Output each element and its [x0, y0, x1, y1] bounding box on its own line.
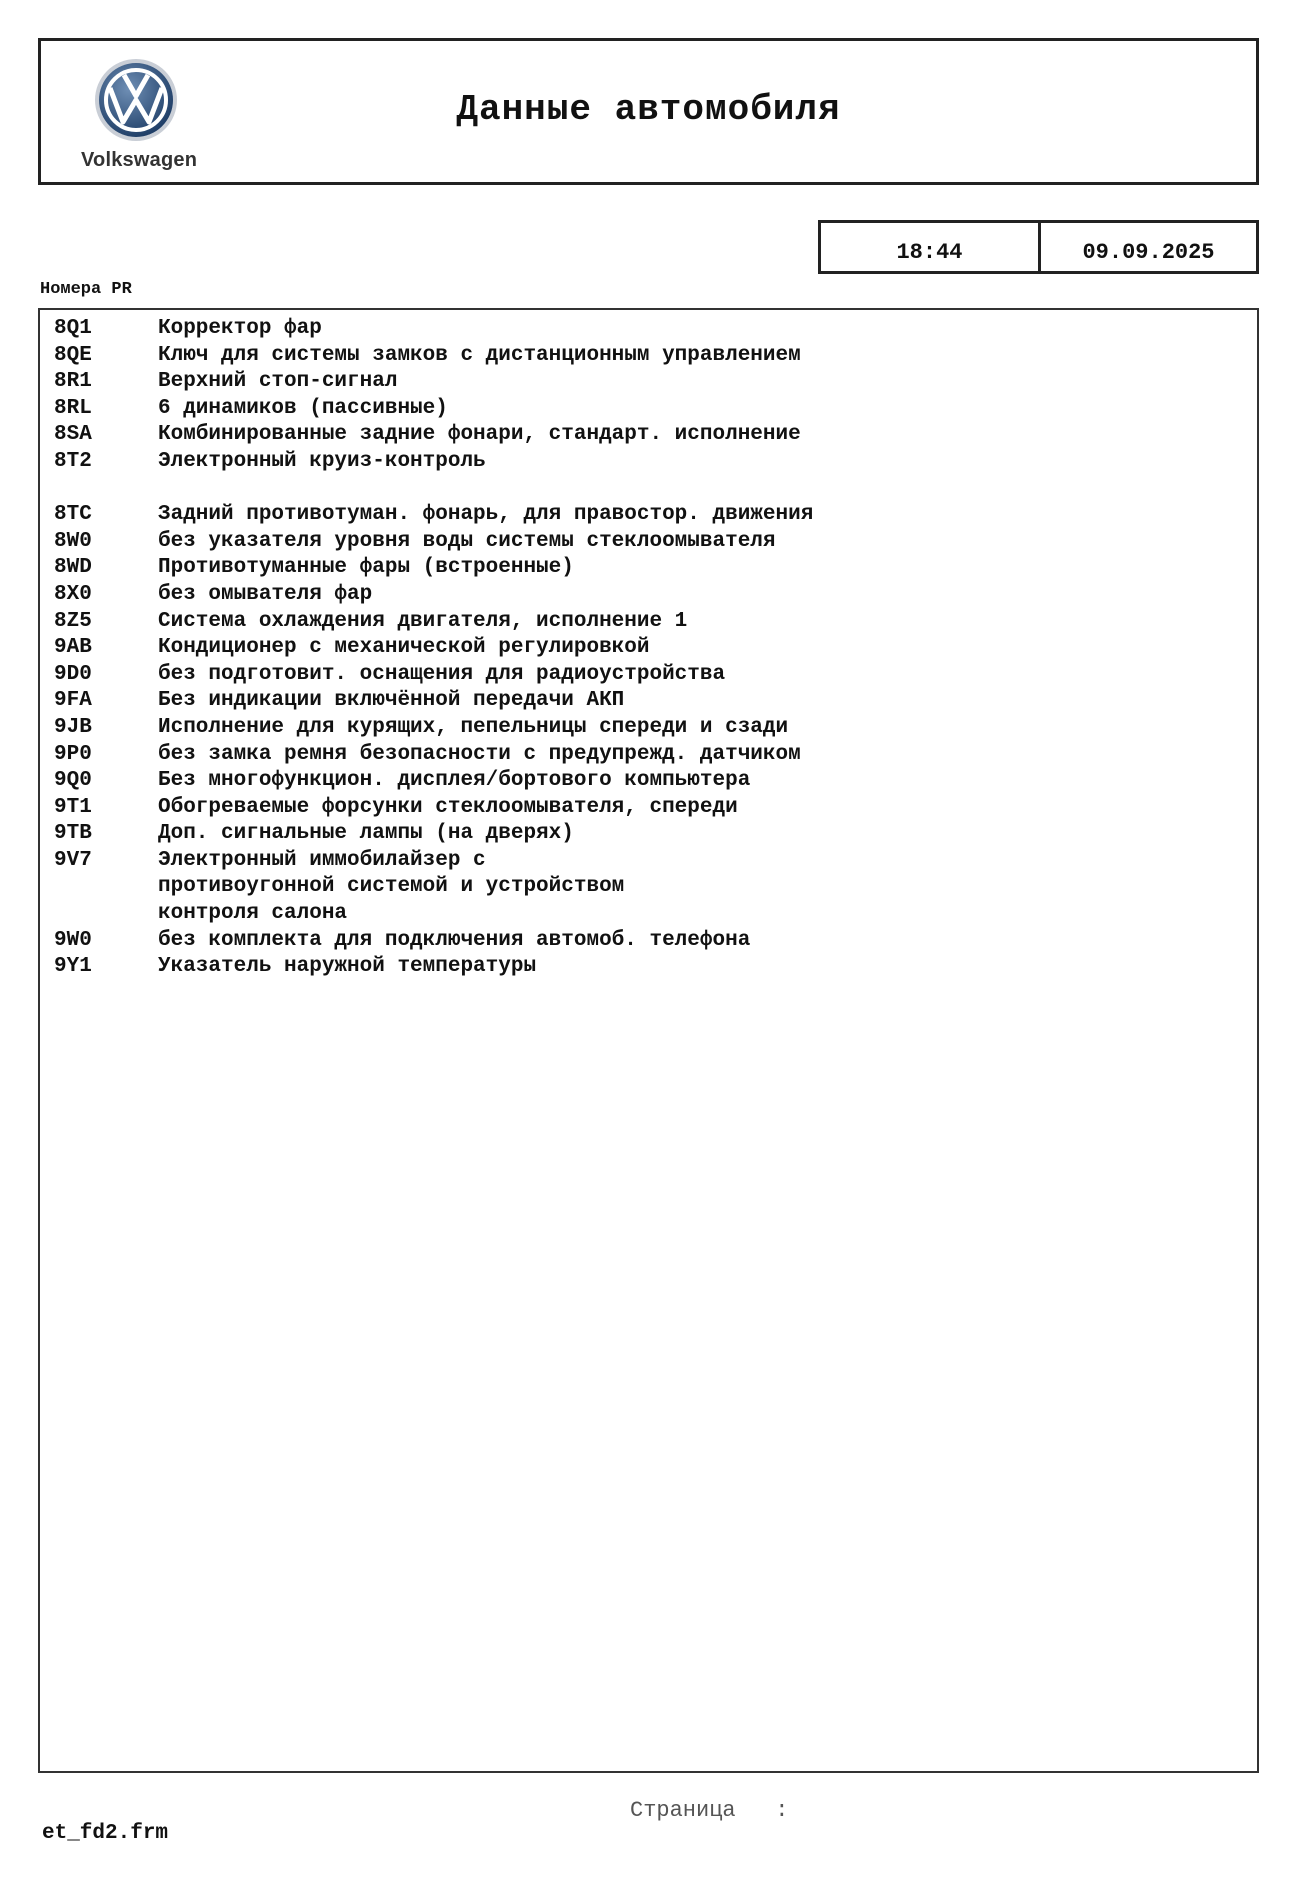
print-time: 18:44: [818, 220, 1041, 274]
brand-name: Volkswagen: [81, 149, 198, 171]
pr-code: 9T1: [54, 795, 92, 819]
document-header: [38, 38, 1259, 185]
pr-code: 8SA: [54, 423, 92, 447]
pr-description: без подготовит. оснащения для радиоустройства: [158, 662, 726, 686]
pr-row: [54, 848, 813, 875]
pr-numbers-list: [38, 308, 1259, 1773]
pr-description: Указатель наружной температуры: [158, 955, 537, 979]
pr-code: [54, 874, 158, 901]
pr-row: [54, 502, 813, 529]
pr-code: 9D0: [54, 662, 92, 686]
pr-description: Исполнение для курящих, пепельницы спереди и сзади: [158, 715, 789, 739]
pr-description: Электронный иммобилайзер с: [158, 848, 486, 872]
form-file-name: et_fd2.frm: [42, 1822, 169, 1845]
pr-description: противоугонной системой и устройством: [158, 875, 625, 899]
pr-code: 8W0: [54, 529, 92, 553]
pr-description: Без многофункцион. дисплея/бортового компьютера: [158, 769, 751, 793]
pr-row: [54, 343, 813, 370]
pr-row: [54, 928, 813, 955]
pr-row: [54, 768, 813, 795]
pr-row: [54, 582, 813, 609]
pr-code: 8R1: [54, 370, 92, 394]
pr-code: 8Q1: [54, 317, 92, 340]
pr-code: 9Q0: [54, 769, 92, 793]
pr-row: [54, 821, 813, 848]
pr-code: 8WD: [54, 556, 92, 580]
pr-code: 9V7: [54, 848, 92, 872]
pr-row: [54, 662, 813, 689]
pr-description: Без индикации включённой передачи АКП: [158, 689, 625, 713]
pr-row: [54, 795, 813, 822]
page-label: Страница :: [630, 1798, 789, 1823]
pr-row: [54, 529, 813, 556]
pr-code: 9TB: [54, 822, 92, 846]
pr-description: Противотуманные фары (встроенные): [158, 556, 574, 580]
pr-row: [54, 422, 813, 449]
pr-row: [54, 742, 813, 769]
pr-row: [54, 609, 813, 636]
page-title: Данные автомобиля: [456, 89, 841, 130]
pr-description: Корректор фар: [158, 317, 322, 340]
pr-description: Кондиционер с механической регулировкой: [158, 636, 650, 660]
pr-rows: [54, 316, 813, 981]
pr-row: [54, 901, 813, 928]
pr-description: Система охлаждения двигателя, исполнение 1: [158, 609, 688, 633]
pr-row: [54, 874, 813, 901]
pr-row: [54, 369, 813, 396]
pr-code: [54, 901, 158, 928]
pr-code: 8T2: [54, 449, 92, 473]
pr-row: [54, 715, 813, 742]
pr-code: 9W0: [54, 928, 92, 952]
pr-description: Электронный круиз-контроль: [158, 449, 486, 473]
pr-description: 6 динамиков (пассивные): [158, 396, 448, 420]
pr-code: 9AB: [54, 636, 92, 660]
pr-row: [54, 635, 813, 662]
pr-code: 8QE: [54, 343, 92, 367]
pr-code: 8TC: [54, 503, 92, 527]
section-label: Номера PR: [40, 280, 132, 299]
pr-row: [54, 555, 813, 582]
pr-description: Обогреваемые форсунки стеклоомывателя, спереди: [158, 795, 738, 819]
pr-description: контроля салона: [158, 902, 348, 926]
pr-code: 9P0: [54, 742, 92, 766]
pr-description: без указателя уровня воды системы стеклоомывателя: [158, 529, 776, 553]
pr-row: [54, 449, 813, 476]
pr-description: без комплекта для подключения автомоб. телефона: [158, 928, 751, 952]
pr-code: 9Y1: [54, 955, 92, 979]
pr-description: Комбинированные задние фонари, стандарт. исполнение: [158, 423, 801, 447]
pr-code: 8X0: [54, 582, 92, 606]
pr-row: [54, 396, 813, 423]
pr-code: 8RL: [54, 396, 92, 420]
pr-description: Доп. сигнальные лампы (на дверях): [158, 822, 574, 846]
pr-description: Ключ для системы замков с дистанционным управлением: [158, 343, 801, 367]
pr-row: [54, 316, 813, 343]
pr-row: [54, 688, 813, 715]
pr-description: без омывателя фар: [158, 582, 373, 606]
pr-code: 9JB: [54, 715, 92, 739]
pr-row: [54, 954, 813, 981]
pr-code: 9FA: [54, 689, 92, 713]
pr-description: Верхний стоп-сигнал: [158, 370, 398, 394]
pr-code: 8Z5: [54, 609, 92, 633]
pr-description: Задний противотуман. фонарь, для правостор. движения: [158, 503, 814, 527]
pr-description: без замка ремня безопасности с предупрежд. датчиком: [158, 742, 801, 766]
print-date: 09.09.2025: [1038, 220, 1259, 274]
